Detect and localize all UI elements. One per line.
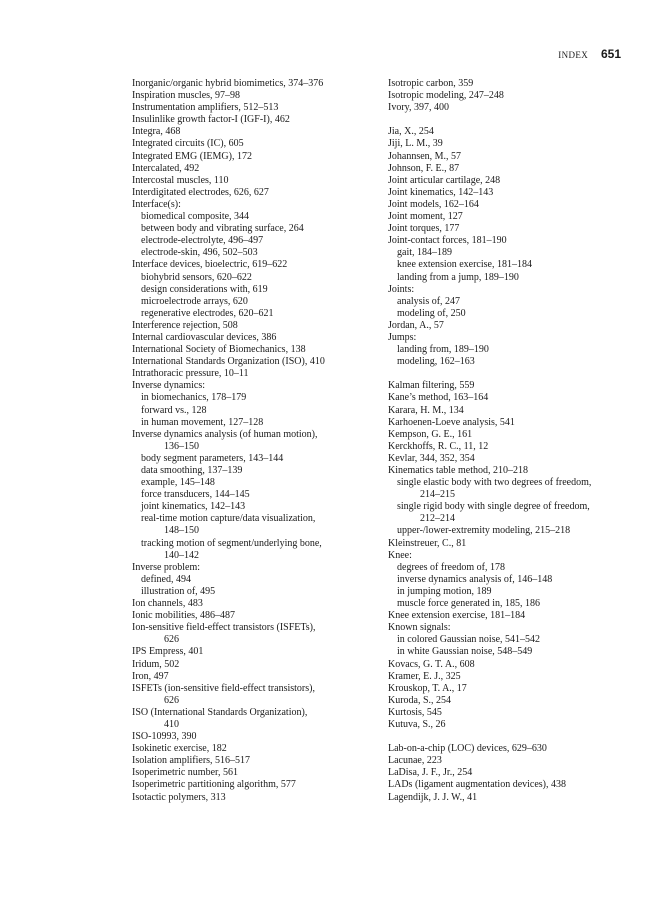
index-entry: Ivory, 397, 400 [388, 102, 450, 114]
index-entry: International Standards Organization (ISO), 410 [132, 356, 325, 368]
index-subentry: modeling, 162–163 [397, 356, 475, 368]
letter-group-gap [388, 114, 638, 126]
index-entry: Krouskop, T. A., 17 [388, 682, 467, 694]
index-subentry: joint kinematics, 142–143 [141, 501, 246, 513]
index-entry: Inverse problem: [132, 561, 201, 573]
index-entry: ISFETs (ion-sensitive field-effect transistors), [132, 682, 315, 694]
index-entry: Inspiration muscles, 97–98 [132, 90, 241, 102]
index-subentry: electrode-skin, 496, 502–503 [141, 247, 258, 259]
index-entry: Joint-contact forces, 181–190 [388, 235, 507, 247]
index-entry-continuation: 214–215 [420, 489, 455, 501]
index-entry: LADs (ligament augmentation devices), 438 [388, 779, 567, 791]
index-column-left [132, 78, 382, 804]
index-entry-continuation: 212–214 [420, 513, 455, 525]
index-entry: Knee: [388, 549, 412, 561]
index-entry: Isolation amplifiers, 516–517 [132, 755, 251, 767]
index-entry: ISO (International Standards Organization), [132, 706, 308, 718]
index-entry-continuation: 410 [164, 718, 179, 730]
index-entry: Ion-sensitive field-effect transistors (ISFETs), [132, 622, 316, 634]
index-entry: Integrated circuits (IC), 605 [132, 138, 244, 150]
index-subentry: landing from a jump, 189–190 [397, 271, 519, 283]
letter-group-gap [388, 368, 638, 380]
index-entry: Insulinlike growth factor-I (IGF-I), 462 [132, 114, 290, 126]
index-entry: Joint torques, 177 [388, 223, 460, 235]
index-entry: Lab-on-a-chip (LOC) devices, 629–630 [388, 743, 547, 755]
index-entry: Isokinetic exercise, 182 [132, 743, 227, 755]
index-subentry: upper-/lower-extremity modeling, 215–218 [397, 525, 571, 537]
index-entry-continuation: 140–142 [164, 549, 199, 561]
index-entry: Intrathoracic pressure, 10–11 [132, 368, 249, 380]
index-entry-continuation: 148–150 [164, 525, 199, 537]
index-entry-continuation: 626 [164, 694, 179, 706]
index-subentry: gait, 184–189 [397, 247, 452, 259]
index-entry: Jiji, L. M., 39 [388, 138, 443, 150]
index-subentry: knee extension exercise, 181–184 [397, 259, 532, 271]
index-entry: Johnson, F. E., 87 [388, 162, 460, 174]
index-entry: Kramer, E. J., 325 [388, 670, 461, 682]
index-entry: Joint kinematics, 142–143 [388, 186, 494, 198]
index-entry: Karhoenen-Loeve analysis, 541 [388, 416, 515, 428]
index-entry: Lagendijk, J. J. W., 41 [388, 791, 478, 803]
index-entry: Kinematics table method, 210–218 [388, 465, 528, 476]
index-entry: Interdigitated electrodes, 626, 627 [132, 186, 269, 198]
index-subentry: defined, 494 [141, 573, 191, 585]
index-entry: Internal cardiovascular devices, 386 [132, 331, 277, 343]
index-entry: Integra, 468 [132, 126, 181, 138]
index-subentry: landing from, 189–190 [397, 344, 489, 356]
index-entry: Karara, H. M., 134 [388, 404, 464, 416]
index-entry: Jumps: [388, 331, 417, 343]
index-entry: Interface(s): [132, 198, 181, 210]
index-entry: Lacunae, 223 [388, 755, 442, 767]
index-entry: Kane’s method, 163–164 [388, 392, 489, 404]
index-entry: Isotactic polymers, 313 [132, 791, 226, 803]
index-entry: Known signals: [388, 622, 451, 634]
index-entry: Kutuva, S., 26 [388, 718, 446, 730]
index-entry: International Society of Biomechanics, 138 [132, 344, 306, 356]
index-entry: Kovacs, G. T. A., 608 [388, 658, 475, 670]
index-entry: Isotropic carbon, 359 [388, 78, 474, 89]
index-entry: Joint models, 162–164 [388, 198, 479, 210]
index-subentry: analysis of, 247 [397, 295, 461, 307]
index-entry: Inorganic/organic hybrid biomimetics, 374–376 [132, 78, 324, 89]
index-subentry: in human movement, 127–128 [141, 416, 264, 428]
index-entry-continuation: 136–150 [164, 440, 199, 452]
index-entry: Johannsen, M., 57 [388, 150, 462, 162]
index-entry: Iridum, 502 [132, 658, 180, 670]
index-entry: Inverse dynamics analysis (of human motion), [132, 428, 318, 440]
index-subentry: example, 145–148 [141, 477, 215, 489]
index-entry: Instrumentation amplifiers, 512–513 [132, 102, 279, 114]
index-entry: Isoperimetric partitioning algorithm, 577 [132, 779, 296, 791]
index-entry: Inverse dynamics: [132, 380, 206, 392]
index-subentry: single rigid body with single degree of freedom, [397, 501, 590, 513]
index-subentry: muscle force generated in, 185, 186 [397, 598, 541, 610]
index-subentry: biomedical composite, 344 [141, 211, 250, 223]
index-entry: Jordan, A., 57 [388, 319, 444, 331]
index-entry: Knee extension exercise, 181–184 [388, 610, 526, 622]
index-subentry: force transducers, 144–145 [141, 489, 250, 501]
index-entry: Ion channels, 483 [132, 598, 203, 610]
index-subentry: in jumping motion, 189 [397, 585, 492, 597]
index-subentry: biohybrid sensors, 620–622 [141, 271, 252, 283]
index-entry: LaDisa, J. F., Jr., 254 [388, 767, 473, 779]
index-subentry: electrode-electrolyte, 496–497 [141, 235, 264, 247]
index-entry: Kerckhoffs, R. C., 11, 12 [388, 440, 489, 452]
index-entry: Ionic mobilities, 486–487 [132, 610, 236, 622]
index-entry: Interference rejection, 508 [132, 319, 238, 331]
index-entry: Intercostal muscles, 110 [132, 174, 229, 186]
letter-group-gap [388, 731, 638, 743]
index-entry: Isoperimetric number, 561 [132, 767, 238, 779]
index-entry: IPS Empress, 401 [132, 646, 204, 658]
index-subentry: in biomechanics, 178–179 [141, 392, 247, 404]
index-entry: Kempson, G. E., 161 [388, 428, 473, 440]
index-subentry: single elastic body with two degrees of freedom, [397, 477, 592, 489]
index-subentry: between body and vibrating surface, 264 [141, 223, 304, 235]
running-header [558, 47, 621, 62]
index-entry: Integrated EMG (IEMG), 172 [132, 150, 252, 162]
index-entry: Kleinstreuer, C., 81 [388, 537, 467, 549]
index-subentry: body segment parameters, 143–144 [141, 452, 284, 464]
index-subentry: forward vs., 128 [141, 404, 207, 416]
index-subentry: illustration of, 495 [141, 585, 216, 597]
index-entry: Iron, 497 [132, 670, 169, 682]
index-subentry: data smoothing, 137–139 [141, 465, 243, 476]
index-subentry: design considerations with, 619 [141, 283, 268, 295]
index-entry: Isotropic modeling, 247–248 [388, 90, 504, 102]
index-subentry: inverse dynamics analysis of, 146–148 [397, 573, 553, 585]
index-entry: ISO-10993, 390 [132, 731, 197, 743]
index-column-right [388, 78, 638, 804]
index-subentry: regenerative electrodes, 620–621 [141, 307, 274, 319]
index-entry: Kuroda, S., 254 [388, 694, 452, 706]
index-entry: Jia, X., 254 [388, 126, 434, 138]
index-subentry: modeling of, 250 [397, 307, 466, 319]
index-subentry: microelectrode arrays, 620 [141, 295, 248, 307]
index-entry: Kevlar, 344, 352, 354 [388, 452, 475, 464]
index-entry: Joint moment, 127 [388, 211, 463, 223]
index-entry: Kurtosis, 545 [388, 706, 442, 718]
index-subentry: tracking motion of segment/underlying bone, [141, 537, 322, 549]
index-entry: Joint articular cartilage, 248 [388, 174, 501, 186]
index-subentry: degrees of freedom of, 178 [397, 561, 506, 573]
section-title: INDEX [558, 50, 589, 60]
page-number: 651 [600, 47, 621, 61]
index-entry-continuation: 626 [164, 634, 179, 646]
index-entry: Interface devices, bioelectric, 619–622 [132, 259, 288, 271]
index-subentry: real-time motion capture/data visualization, [141, 513, 316, 525]
index-entry: Kalman filtering, 559 [388, 380, 475, 392]
index-entry: Joints: [388, 283, 415, 295]
index-subentry: in colored Gaussian noise, 541–542 [397, 634, 541, 646]
index-subentry: in white Gaussian noise, 548–549 [397, 646, 533, 658]
index-entry: Intercalated, 492 [132, 162, 200, 174]
